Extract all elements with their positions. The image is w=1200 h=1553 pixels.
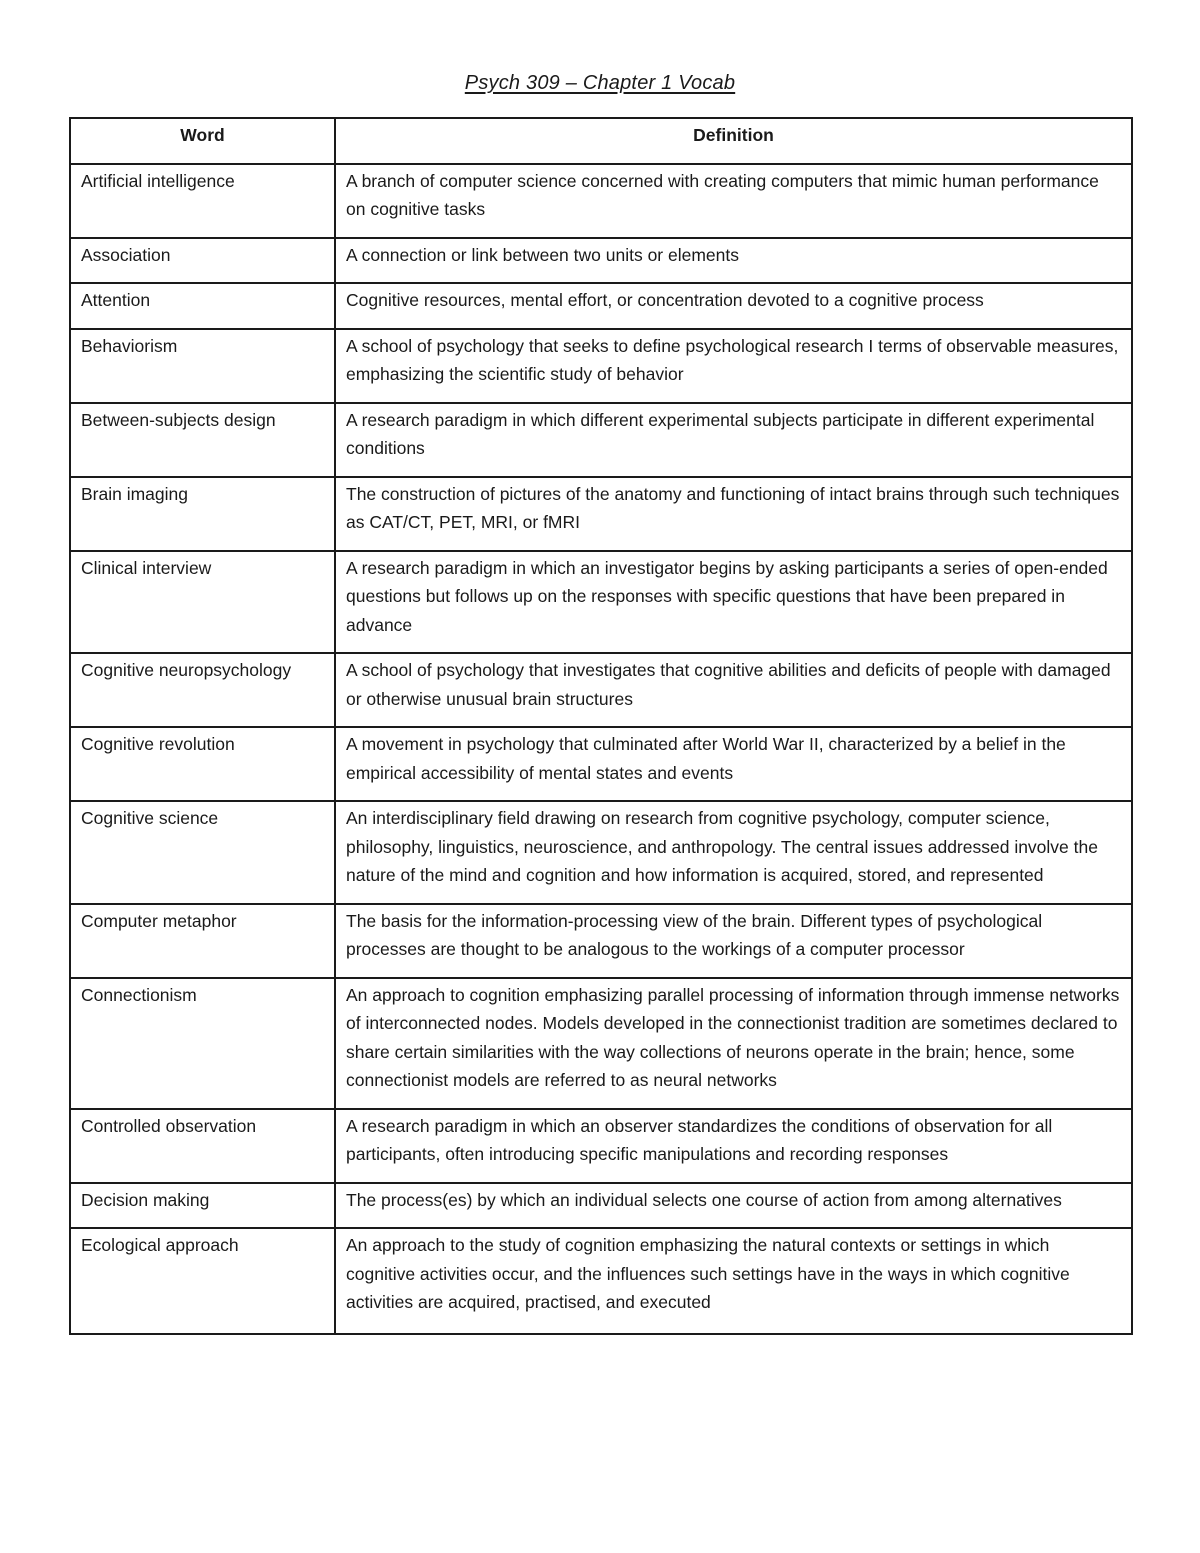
definition-cell: A research paradigm in which an investigator begins by asking participants a series of open-ended questions but follows up on the responses with specific questions that have been prepared in advance <box>335 551 1132 654</box>
definition-cell: A movement in psychology that culminated after World War II, characterized by a belief in the empirical accessibility of mental states and events <box>335 727 1132 801</box>
table-row <box>70 904 1132 978</box>
term-cell: Ecological approach <box>70 1228 335 1334</box>
term-cell: Controlled observation <box>70 1109 335 1183</box>
definition-cell: A research paradigm in which an observer standardizes the conditions of observation for all participants, often introducing specific manipulations and recording responses <box>335 1109 1132 1183</box>
definition-cell: A connection or link between two units or elements <box>335 238 1132 284</box>
term-cell: Attention <box>70 283 335 329</box>
term-cell: Brain imaging <box>70 477 335 551</box>
table-row <box>70 329 1132 403</box>
table-row <box>70 978 1132 1109</box>
table-row <box>70 164 1132 238</box>
definition-cell: The construction of pictures of the anatomy and functioning of intact brains through such techniques as CAT/CT, PET, MRI, or fMRI <box>335 477 1132 551</box>
table-row <box>70 403 1132 477</box>
term-cell: Behaviorism <box>70 329 335 403</box>
definition-cell: A school of psychology that seeks to define psychological research I terms of observable measures, emphasizing the scientific study of behavior <box>335 329 1132 403</box>
table-row <box>70 238 1132 284</box>
table-row <box>70 283 1132 329</box>
definition-cell: The basis for the information-processing view of the brain. Different types of psychological processes are thought to be analogous to the workings of a computer processor <box>335 904 1132 978</box>
term-cell: Artificial intelligence <box>70 164 335 238</box>
definition-cell: An interdisciplinary field drawing on research from cognitive psychology, computer science, philosophy, linguistics, neuroscience, and anthropology. The central issues addressed involve the nature of the mind and cognition and how information is acquired, stored, and represented <box>335 801 1132 904</box>
vocab-table <box>69 117 1133 1335</box>
term-cell: Association <box>70 238 335 284</box>
column-header-definition: Definition <box>335 118 1132 164</box>
table-row <box>70 1228 1132 1334</box>
term-cell: Cognitive neuropsychology <box>70 653 335 727</box>
table-row <box>70 727 1132 801</box>
term-cell: Between-subjects design <box>70 403 335 477</box>
column-header-word: Word <box>70 118 335 164</box>
table-row <box>70 653 1132 727</box>
definition-cell: A research paradigm in which different experimental subjects participate in different experimental conditions <box>335 403 1132 477</box>
term-cell: Cognitive science <box>70 801 335 904</box>
definition-cell: A branch of computer science concerned with creating computers that mimic human performance on cognitive tasks <box>335 164 1132 238</box>
table-row <box>70 551 1132 654</box>
term-cell: Connectionism <box>70 978 335 1109</box>
definition-cell: An approach to cognition emphasizing parallel processing of information through immense networks of interconnected nodes. Models developed in the connectionist tradition are sometimes declared to share certain similarities with the way collections of neurons operate in the brain; hence, some connectionist models are referred to as neural networks <box>335 978 1132 1109</box>
definition-cell: Cognitive resources, mental effort, or concentration devoted to a cognitive process <box>335 283 1132 329</box>
term-cell: Decision making <box>70 1183 335 1229</box>
table-row <box>70 1183 1132 1229</box>
definition-cell: An approach to the study of cognition emphasizing the natural contexts or settings in which cognitive activities occur, and the influences such settings have in the ways in which cognitive activities are acquired, practised, and executed <box>335 1228 1132 1334</box>
definition-cell: A school of psychology that investigates that cognitive abilities and deficits of people with damaged or otherwise unusual brain structures <box>335 653 1132 727</box>
page-title: Psych 309 – Chapter 1 Vocab <box>464 72 736 94</box>
term-cell: Cognitive revolution <box>70 727 335 801</box>
table-row <box>70 1109 1132 1183</box>
term-cell: Clinical interview <box>70 551 335 654</box>
definition-cell: The process(es) by which an individual selects one course of action from among alternatives <box>335 1183 1132 1229</box>
table-row <box>70 801 1132 904</box>
table-row <box>70 477 1132 551</box>
term-cell: Computer metaphor <box>70 904 335 978</box>
table-header-row <box>70 118 1132 164</box>
